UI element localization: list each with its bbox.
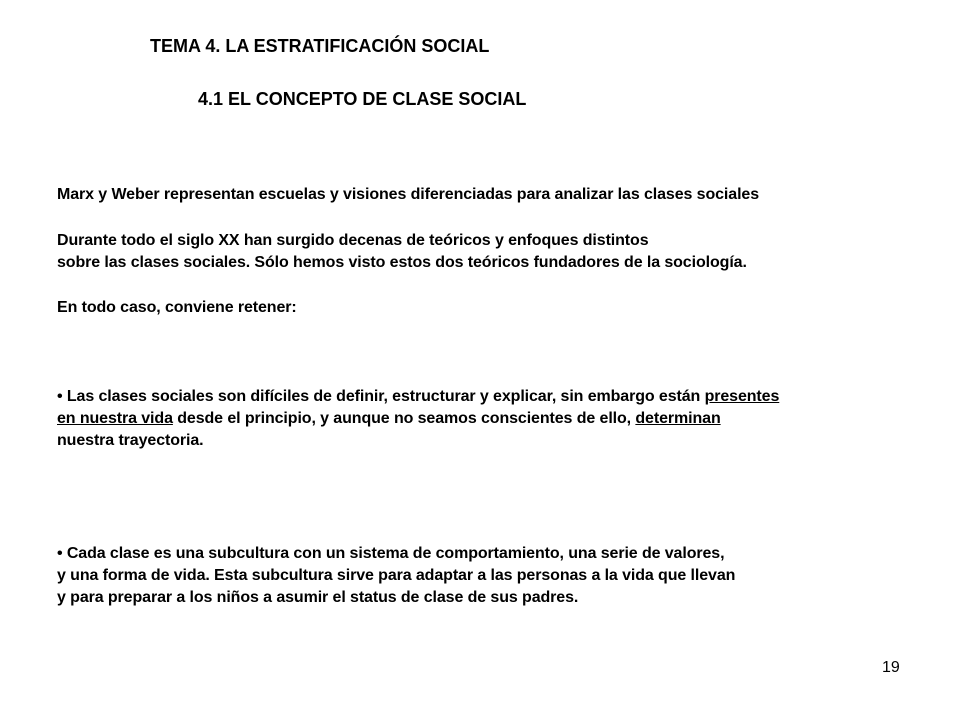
bullet-subcultura-line-2: y una forma de vida. Esta subcultura sirve para adaptar a las personas a la vida que llevan — [57, 567, 736, 584]
paragraph-siglo-xx-line-2: sobre las clases sociales. Sólo hemos visto estos dos teóricos fundadores de la sociología. — [57, 254, 747, 271]
bullet-clases-sociales — [57, 386, 779, 452]
slide-title: TEMA 4. LA ESTRATIFICACIÓN SOCIAL — [150, 36, 490, 56]
bullet-subcultura-line-3: y para preparar a los niños a asumir el status de clase de sus padres. — [57, 589, 579, 606]
bullet-subcultura — [57, 543, 735, 609]
bullet-clases-sociales-line-2 — [57, 408, 779, 430]
bullet-clases-sociales-line-1 — [57, 386, 779, 408]
paragraph-marx-weber: Marx y Weber representan escuelas y visiones diferenciadas para analizar las clases sociales — [57, 186, 760, 203]
underlined-presentes: presentes — [704, 388, 780, 405]
paragraph-siglo-xx-line-1: Durante todo el siglo XX han surgido decenas de teóricos y enfoques distintos — [57, 232, 649, 249]
bullet-1-line-2-text: desde el principio, y aunque no seamos conscientes de ello, — [172, 410, 636, 427]
underlined-determinan: determinan — [635, 410, 721, 427]
page-number: 19 — [882, 659, 900, 676]
underlined-en-nuestra-vida: en nuestra vida — [57, 410, 173, 427]
bullet-subcultura-line-1: • Cada clase es una subcultura con un sistema de comportamiento, una serie de valores, — [57, 545, 725, 562]
paragraph-siglo-xx — [57, 230, 747, 274]
slide-subtitle: 4.1 EL CONCEPTO DE CLASE SOCIAL — [198, 89, 527, 109]
bullet-1-line-1-text: • Las clases sociales son difíciles de definir, estructurar y explicar, sin embargo están — [57, 388, 705, 405]
bullet-clases-sociales-line-3: nuestra trayectoria. — [57, 432, 204, 449]
paragraph-retener: En todo caso, conviene retener: — [57, 299, 297, 316]
